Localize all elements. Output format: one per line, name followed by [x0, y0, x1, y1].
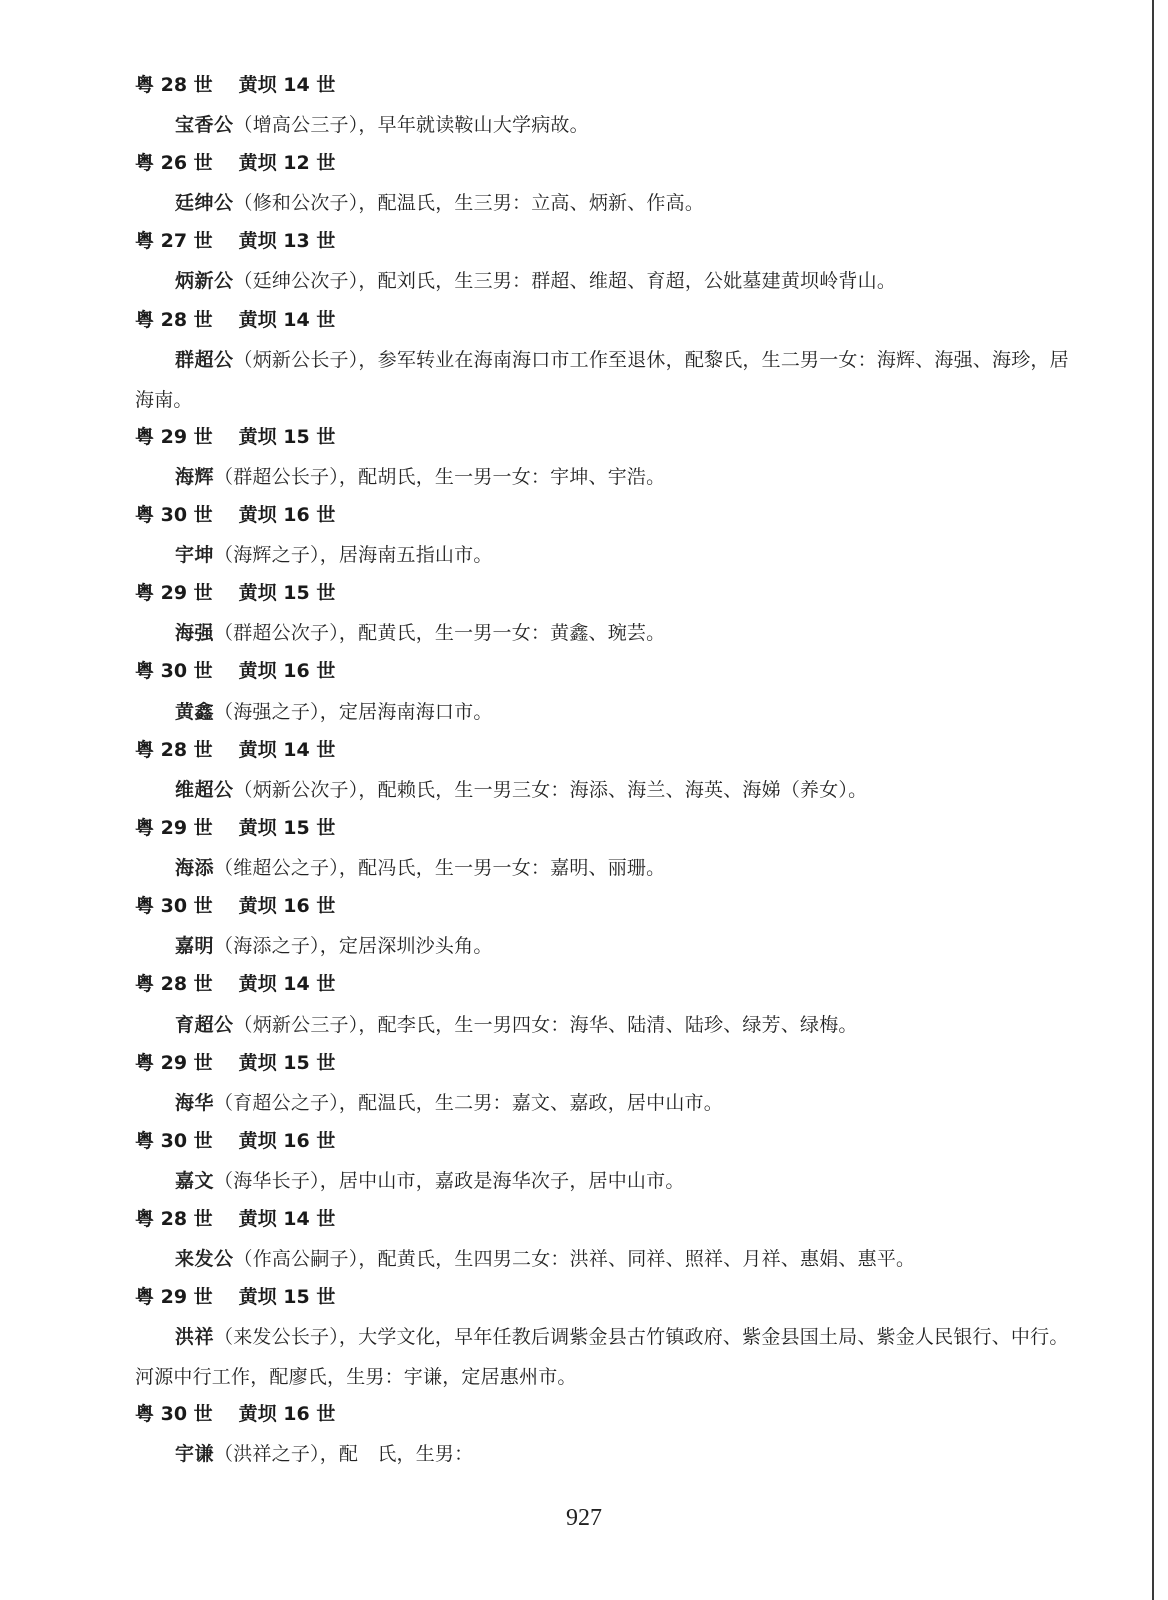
generation-heading: 粤 30 世 黄坝 16 世 [135, 1403, 336, 1425]
generation-heading: 粤 28 世 黄坝 14 世 [135, 74, 336, 96]
person-name: 廷绅公 [175, 192, 234, 214]
genealogy-entry: 维超公（炳新公次子），配赖氏，生一男三女：海添、海兰、海英、海娣（养女）。 [175, 779, 868, 801]
person-name: 来发公 [175, 1248, 234, 1270]
person-name: 嘉明 [175, 935, 215, 957]
genealogy-entry: 海强（群超公次子），配黄氏，生一男一女：黄鑫、琬芸。 [175, 622, 666, 644]
genealogy-entry: 嘉文（海华长子），居中山市，嘉政是海华次子，居中山市。 [175, 1170, 685, 1192]
genealogy-entry: 海添（维超公之子），配冯氏，生一男一女：嘉明、丽珊。 [175, 857, 666, 879]
person-name: 炳新公 [175, 270, 234, 292]
generation-heading: 粤 28 世 黄坝 14 世 [135, 739, 336, 761]
person-name: 洪祥 [175, 1326, 215, 1348]
generation-heading: 粤 29 世 黄坝 15 世 [135, 1052, 336, 1074]
generation-heading: 粤 26 世 黄坝 12 世 [135, 152, 336, 174]
genealogy-entry: 海辉（群超公长子），配胡氏，生一男一女：宇坤、宇浩。 [175, 466, 666, 488]
person-name: 维超公 [175, 779, 234, 801]
person-name: 嘉文 [175, 1170, 215, 1192]
generation-heading: 粤 30 世 黄坝 16 世 [135, 660, 336, 682]
genealogy-entry: 炳新公（廷绅公次子），配刘氏，生三男：群超、维超、育超，公妣墓建黄坝岭背山。 [175, 270, 897, 292]
person-name: 群超公 [175, 349, 234, 371]
genealogy-entry: 宝香公（增高公三子），早年就读鞍山大学病故。 [175, 114, 589, 136]
generation-heading: 粤 30 世 黄坝 16 世 [135, 504, 336, 526]
person-name: 育超公 [175, 1014, 234, 1036]
generation-heading: 粤 27 世 黄坝 13 世 [135, 230, 336, 252]
person-name: 黄鑫 [175, 701, 215, 723]
genealogy-entry: 黄鑫（海强之子），定居海南海口市。 [175, 701, 493, 723]
generation-heading: 粤 30 世 黄坝 16 世 [135, 1130, 336, 1152]
person-name: 海辉 [175, 466, 215, 488]
page-number: 927 [566, 1505, 602, 1531]
genealogy-entry: 嘉明（海添之子），定居深圳沙头角。 [175, 935, 493, 957]
genealogy-entry: 来发公（作高公嗣子），配黄氏，生四男二女：洪祥、同祥、照祥、月祥、惠娟、惠平。 [175, 1248, 916, 1270]
genealogy-entry: 群超公（炳新公长子），参军转业在海南海口市工作至退休，配黎氏，生二男一女：海辉、海强、海珍，居海南。 [135, 349, 1069, 411]
generation-heading: 粤 28 世 黄坝 14 世 [135, 973, 336, 995]
genealogy-entry: 洪祥（来发公长子），大学文化，早年任教后调紫金县古竹镇政府、紫金县国土局、紫金人民银行、中行。河源中行工作，配廖氏，生男：宇谦，定居惠州市。 [135, 1326, 1069, 1388]
genealogy-entry: 廷绅公（修和公次子），配温氏，生三男：立高、炳新、作高。 [175, 192, 705, 214]
person-name: 宇坤 [175, 544, 215, 566]
genealogy-entry: 海华（育超公之子），配温氏，生二男：嘉文、嘉政，居中山市。 [175, 1092, 723, 1114]
genealogy-entry: 育超公（炳新公三子），配李氏，生一男四女：海华、陆清、陆珍、绿芳、绿梅。 [175, 1014, 858, 1036]
person-name: 海华 [175, 1092, 215, 1114]
person-name: 宝香公 [175, 114, 234, 136]
generation-heading: 粤 29 世 黄坝 15 世 [135, 582, 336, 604]
genealogy-entry: 宇谦（洪祥之子），配 氏，生男： [175, 1443, 474, 1465]
generation-heading: 粤 29 世 黄坝 15 世 [135, 817, 336, 839]
person-name: 宇谦 [175, 1443, 215, 1465]
genealogy-entry: 宇坤（海辉之子），居海南五指山市。 [175, 544, 493, 566]
person-name: 海添 [175, 857, 215, 879]
generation-heading: 粤 30 世 黄坝 16 世 [135, 895, 336, 917]
person-name: 海强 [175, 622, 215, 644]
generation-heading: 粤 28 世 黄坝 14 世 [135, 309, 336, 331]
scan-edge-line [1152, 0, 1154, 1600]
generation-heading: 粤 28 世 黄坝 14 世 [135, 1208, 336, 1230]
generation-heading: 粤 29 世 黄坝 15 世 [135, 426, 336, 448]
generation-heading: 粤 29 世 黄坝 15 世 [135, 1286, 336, 1308]
